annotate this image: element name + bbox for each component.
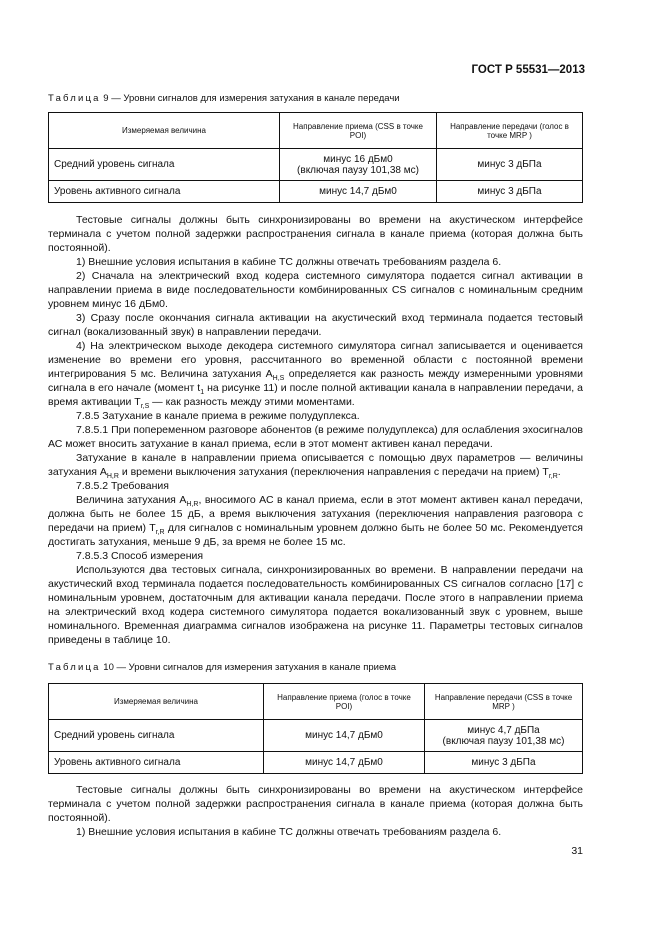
table9-caption: Таблица 9 — Уровни сигналов для измерения затухания в канале передачи — [48, 93, 400, 104]
body-text-1 — [48, 213, 583, 647]
paragraph: Тестовые сигналы должны быть синхронизированы во времени на акустическом интерфейсе терминала с учетом полной задержки распространения сигнала в канале приема (которая должна быть постоянной). — [48, 784, 583, 824]
table10-header-send: Направление передачи (CSS в точке MRP ) — [425, 684, 583, 720]
section-heading: 7.8.5.2 Требования — [76, 480, 169, 492]
table-cell: минус 3 дБПа — [437, 149, 583, 181]
table10-header-quantity: Измеряемая величина — [49, 684, 264, 720]
paragraph: 4) На электрическом выходе декодера системного симулятора сигнал записывается и оценивается изменение во времени его уровня, рассчитанного во временной области с постоянной времени интегрирования 5 мс. Величина затухания $A_{H,S}$ определяется как разность между измеренными уровнями сигнала в его начале (момент $t_1$ на рисунке 11) и после полной активации канала в направлении передачи, а время активации $T_{r,S}$ — как разность между этими моментами. — [48, 340, 583, 411]
table-cell: минус 14,7 дБм0 — [264, 720, 425, 752]
paragraph: 2) Сначала на электрический вход кодера системного симулятора подается сигнал активации в направлении приема в виде последовательности комбинированных CS сигналов с номинальным средним уровнем минус 16 дБм0. — [48, 270, 583, 310]
table-cell: минус 3 дБПа — [425, 752, 583, 774]
table-cell: Средний уровень сигнала — [49, 149, 280, 181]
body-text-2 — [48, 783, 583, 839]
table-cell: Уровень активного сигнала — [49, 752, 264, 774]
paragraph: Тестовые сигналы должны быть синхронизированы во времени на акустическом интерфейсе терминала с учетом полной задержки распространения сигнала в канале приема (которая должна быть постоянной). — [48, 214, 583, 254]
paragraph: 3) Сразу после окончания сигнала активации на акустический вход терминала подается тестовый сигнал (вокализованный звук) в направлении передачи. — [48, 312, 583, 338]
paragraph: 1) Внешние условия испытания в кабине ТС должны отвечать требованиям раздела 6. — [76, 826, 502, 838]
paragraph: 7.8.5.1 При попеременном разговоре абонентов (в режиме полудуплекса) для ослабления эхосигналов АС может вносить затухание в канал приема, если в этот момент активен канал передачи. — [48, 424, 583, 450]
table9-header-send: Направление передачи (голос в точке MRP ) — [437, 113, 583, 149]
table-cell: минус 14,7 дБм0 — [280, 181, 437, 203]
document-id: ГОСТ Р 55531—2013 — [471, 64, 585, 76]
table-cell: минус 14,7 дБм0 — [264, 752, 425, 774]
table-cell: минус 3 дБПа — [437, 181, 583, 203]
table10 — [48, 683, 583, 774]
table-cell: Средний уровень сигнала — [49, 720, 264, 752]
table10-header-receive: Направление приема (голос в точке POI) — [264, 684, 425, 720]
table-cell: минус 16 дБм0 (включая паузу 101,38 мс) — [280, 149, 437, 181]
table9-header-receive: Направление приема (CSS в точке POI) — [280, 113, 437, 149]
section-heading: 7.8.5 Затухание в канале приема в режиме полудуплекса. — [76, 410, 360, 422]
table-row — [49, 752, 583, 774]
table-row — [49, 720, 583, 752]
paragraph: Используются два тестовых сигнала, синхронизированных во времени. В направлении передачи на акустический вход терминала подается последовательность комбинированных CS сигналов согласно [17] с номинальным уровнем, достаточным для активации канала передачи. После этого в направлении приема на электрический вход кодера системного симулятора подается вокализованный звук с уровнем, выше номинального. Временная диаграмма сигналов изображена на рисунке 11. Параметры тестовых сигналов приведены в таблице 10. — [48, 564, 583, 646]
table10-caption: Таблица 10 — Уровни сигналов для измерения затухания в канале приема — [48, 662, 397, 673]
page-number: 31 — [571, 845, 583, 857]
table-cell: минус 4,7 дБПа (включая паузу 101,38 мс) — [425, 720, 583, 752]
paragraph: 1) Внешние условия испытания в кабине ТС должны отвечать требованиям раздела 6. — [76, 256, 502, 268]
paragraph: Величина затухания $A_{H,R}$, вносимого АС в канал приема, если в этот момент активен канал передачи, должна быть не более 15 дБ, а время выключения затухания (переключения направления разговора с передачи на прием) $T_{r,R}$ для сигналов с номинальным уровнем должно быть не более 50 мс. Рекомендуется достигать затухания, меньше 9 дБ, за время не более 15 мс. — [48, 494, 583, 548]
table-row — [49, 181, 583, 203]
table9 — [48, 112, 583, 203]
section-heading: 7.8.5.3 Способ измерения — [76, 550, 204, 562]
table9-header-quantity: Измеряемая величина — [49, 113, 280, 149]
table-cell: Уровень активного сигнала — [49, 181, 280, 203]
table-row — [49, 149, 583, 181]
paragraph: Затухание в канале в направлении приема описывается с помощью двух параметров — величины затухания $A_{H,R}$ и времени выключения затухания (переключения направления с передачи на прием) $T_{r,R}$. — [48, 452, 583, 481]
